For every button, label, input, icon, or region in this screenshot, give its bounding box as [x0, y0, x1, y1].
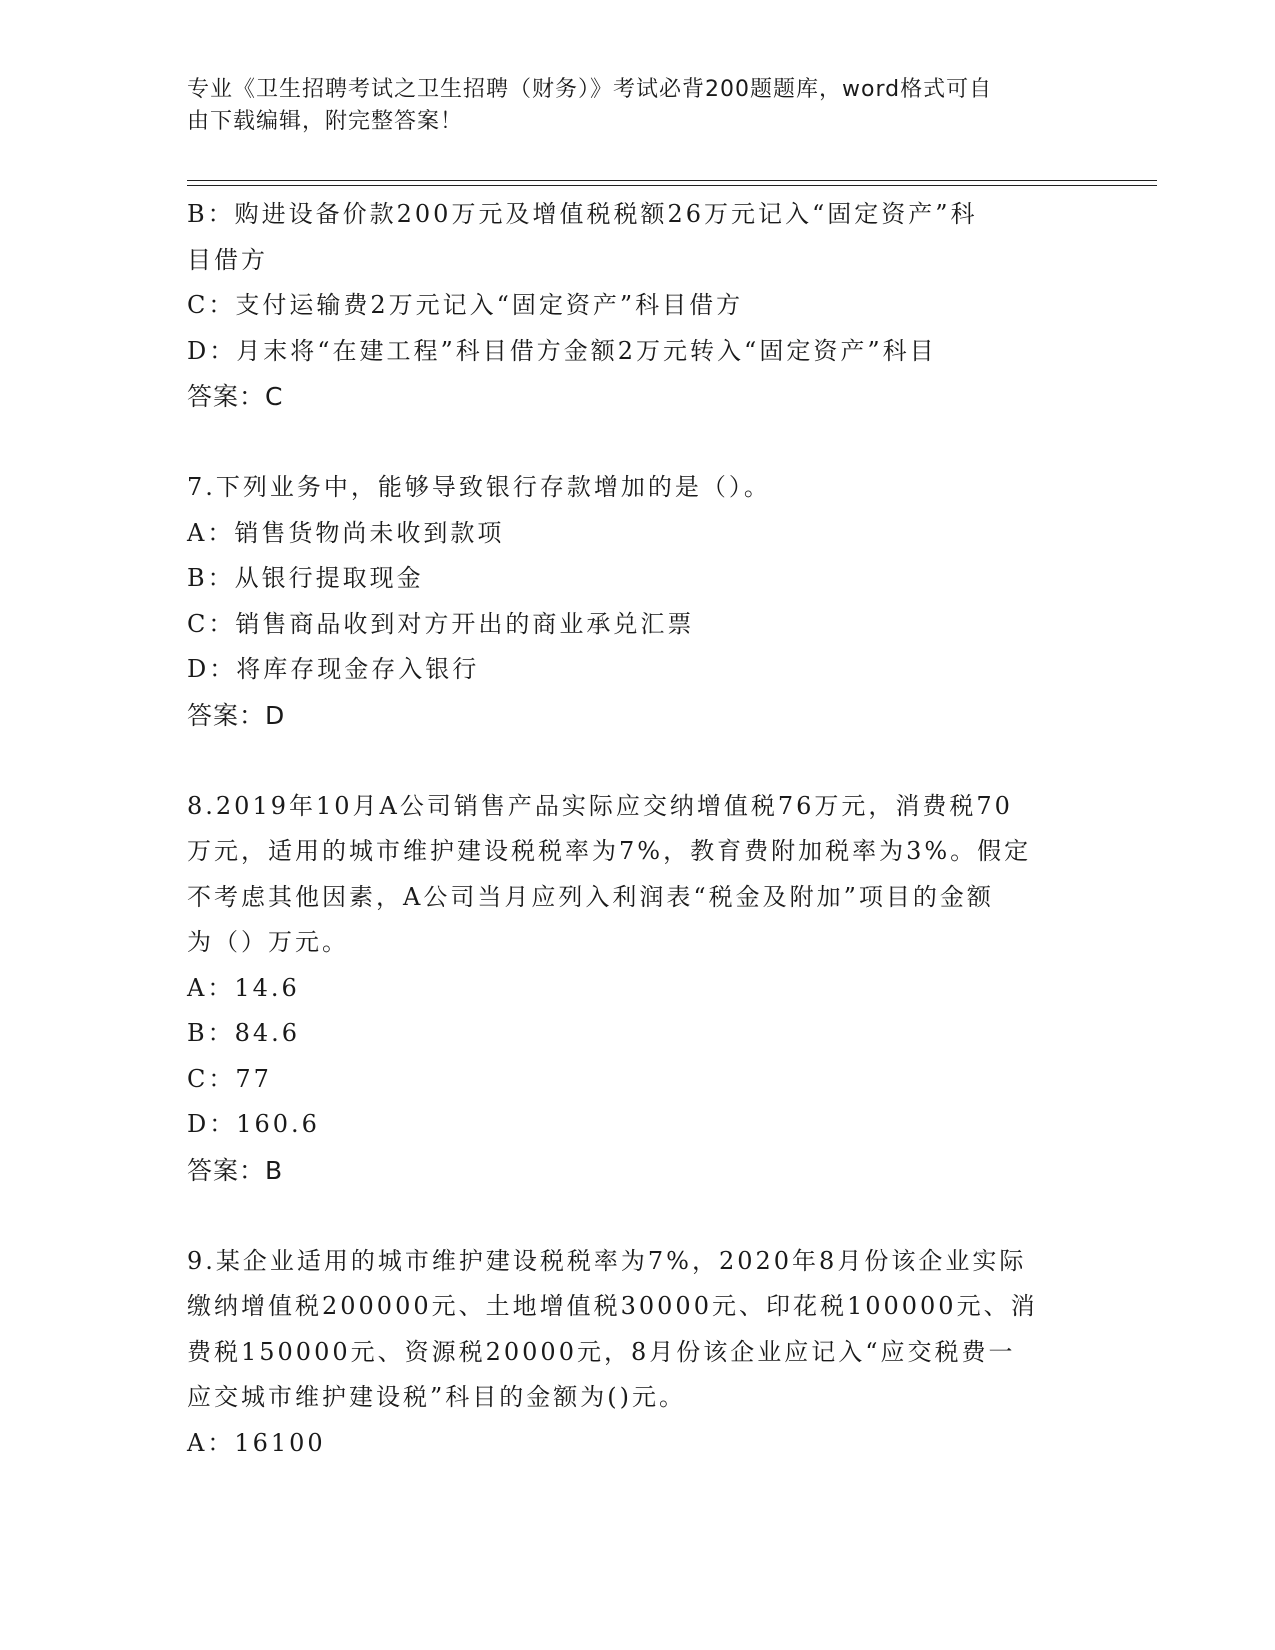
question-9: [187, 1239, 1087, 1467]
option-b-line-2: 目借方: [187, 245, 268, 274]
option-d: D：月末将“在建工程”科目借方金额2万元转入“固定资产”科目: [187, 336, 937, 365]
question-7: [187, 465, 1087, 738]
question-stem-line-2: 缴纳增值税200000元、土地增值税30000元、印花税100000元、消: [187, 1292, 1038, 1320]
option-a: A：16100: [187, 1428, 326, 1457]
option-c: C：支付运输费2万元记入“固定资产”科目借方: [187, 291, 744, 319]
document-header: [187, 74, 1067, 138]
spacer: [187, 1193, 1087, 1239]
question-stem-line-3: 费税150000元、资源税20000元，8月份该企业应记入“应交税费一: [187, 1337, 1016, 1366]
spacer: [187, 738, 1087, 784]
question-8: [187, 784, 1087, 1194]
option-b: B：从银行提取现金: [187, 564, 424, 592]
question-stem-line-1: 9.某企业适用的城市维护建设税税率为7%，2020年8月份该企业实际: [187, 1246, 1027, 1275]
question-stem-line-2: 万元，适用的城市维护建设税税率为7%，教育费附加税率为3%。假定: [187, 837, 1032, 865]
option-d: D：160.6: [187, 1110, 320, 1138]
option-b: B：84.6: [187, 1019, 301, 1047]
option-c: C：77: [187, 1064, 272, 1093]
question-stem-line-4: 应交城市维护建设税”科目的金额为()元。: [187, 1383, 686, 1411]
question-stem: 7.下列业务中，能够导致银行存款增加的是（）。: [187, 473, 771, 501]
option-d: D：将库存现金存入银行: [187, 655, 480, 683]
question-stem-line-3: 不考虑其他因素，A公司当月应列入利润表“税金及附加”项目的金额: [187, 882, 994, 911]
spacer: [187, 420, 1087, 466]
question-stem-line-1: 8.2019年10月A公司销售产品实际应交纳增值税76万元，消费税70: [187, 791, 1013, 820]
header-rule-bottom: [187, 185, 1157, 186]
header-title-line-2: 由下载编辑，附完整答案！: [187, 109, 464, 134]
answer: 答案：C: [187, 382, 284, 411]
header-rule-top: [187, 180, 1157, 181]
question-6-tail: [187, 192, 1087, 420]
option-a: A：销售货物尚未收到款项: [187, 518, 505, 547]
question-stem-line-4: 为（）万元。: [187, 928, 349, 956]
option-c: C：销售商品收到对方开出的商业承兑汇票: [187, 609, 695, 638]
question-content: [187, 192, 1087, 1466]
answer: 答案：D: [187, 700, 286, 730]
option-b-line-1: B：购进设备价款200万元及增值税税额26万元记入“固定资产”科: [187, 200, 978, 228]
header-title-line-1: 专业《卫生招聘考试之卫生招聘（财务）》考试必背200题题库，word格式可自: [187, 77, 993, 102]
option-a: A：14.6: [187, 973, 300, 1002]
answer: 答案：B: [187, 1155, 284, 1185]
